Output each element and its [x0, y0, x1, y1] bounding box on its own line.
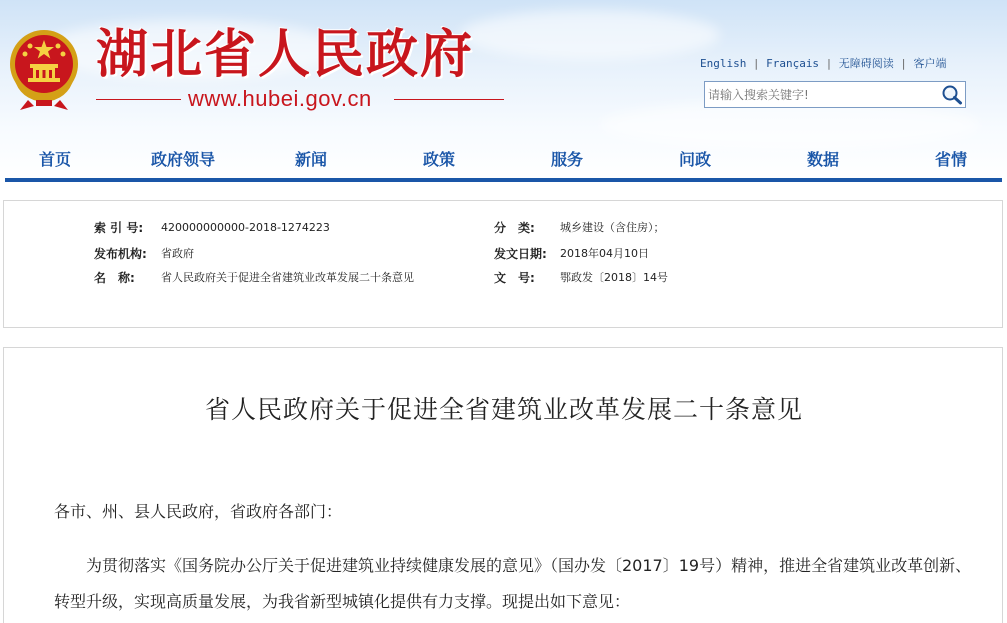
nav-item-policy[interactable]: 政策: [423, 150, 456, 169]
publisher-label: 发布机构:: [94, 247, 147, 261]
nav-item-inquiry[interactable]: 问政: [679, 150, 712, 169]
background-cloud: [460, 10, 720, 60]
english-link[interactable]: English: [700, 57, 747, 70]
meta-row: [4, 267, 1004, 289]
site-title[interactable]: 湖北省人民政府: [96, 24, 475, 85]
nav-item-news[interactable]: 新闻: [295, 150, 328, 169]
index-value: 420000000000-2018-1274223: [161, 221, 330, 234]
nav-item-service[interactable]: 服务: [551, 150, 584, 169]
url-decor-line: [394, 99, 504, 100]
name-value: 省人民政府关于促进全省建筑业改革发展二十条意见: [161, 271, 414, 284]
date-label: 发文日期:: [494, 247, 547, 261]
category-label: 分 类:: [494, 221, 535, 235]
search-box: [704, 81, 966, 108]
link-separator: |: [901, 57, 906, 70]
main-nav: [0, 144, 1007, 180]
nav-item-home[interactable]: 首页: [39, 150, 72, 169]
nav-item-leaders[interactable]: 政府领导: [151, 150, 216, 169]
docno-value: 鄂政发〔2018〕14号: [560, 271, 668, 284]
french-link[interactable]: Français: [766, 57, 820, 70]
category-value[interactable]: 城乡建设（含住房）；: [560, 221, 665, 234]
date-value: 2018年04月10日: [560, 247, 649, 260]
link-separator: |: [754, 57, 759, 70]
accessibility-link[interactable]: 无障碍阅读: [838, 57, 894, 70]
index-label: 索 引 号:: [94, 221, 144, 235]
docno-label: 文 号:: [494, 271, 535, 285]
publisher-value: 省政府: [161, 247, 194, 260]
nav-item-data[interactable]: 数据: [807, 150, 840, 169]
link-separator: |: [827, 57, 831, 70]
nav-underline: [5, 178, 1002, 182]
meta-row: [4, 243, 1004, 265]
article-body: [3, 347, 1003, 623]
site-header: [0, 0, 1007, 183]
meta-row: [4, 217, 1004, 239]
site-url[interactable]: www.hubei.gov.cn: [188, 86, 372, 111]
search-input[interactable]: [705, 82, 937, 107]
top-links: [700, 54, 980, 74]
document-meta-box: [3, 200, 1003, 328]
client-app-link[interactable]: 客户端: [913, 57, 947, 70]
nav-item-province[interactable]: 省情: [935, 150, 968, 169]
url-decor-line: [96, 99, 181, 100]
article-salutation: 各市、州、县人民政府，省政府各部门：: [54, 502, 343, 521]
article-paragraph: 为贯彻落实《国务院办公厅关于促进建筑业持续健康发展的意见》（国办发〔2017〕19号）精神，推进全省建筑业改革创新、转型升级，实现高质量发展，为我省新型城镇化提供有力支撑。现提出如下意见：: [54, 556, 972, 611]
site-url-row: [96, 86, 506, 112]
search-icon[interactable]: [941, 84, 963, 105]
national-emblem-icon[interactable]: [6, 26, 82, 112]
name-label: 名 称:: [94, 271, 135, 285]
article-title: 省人民政府关于促进全省建筑业改革发展二十条意见: [204, 395, 803, 424]
